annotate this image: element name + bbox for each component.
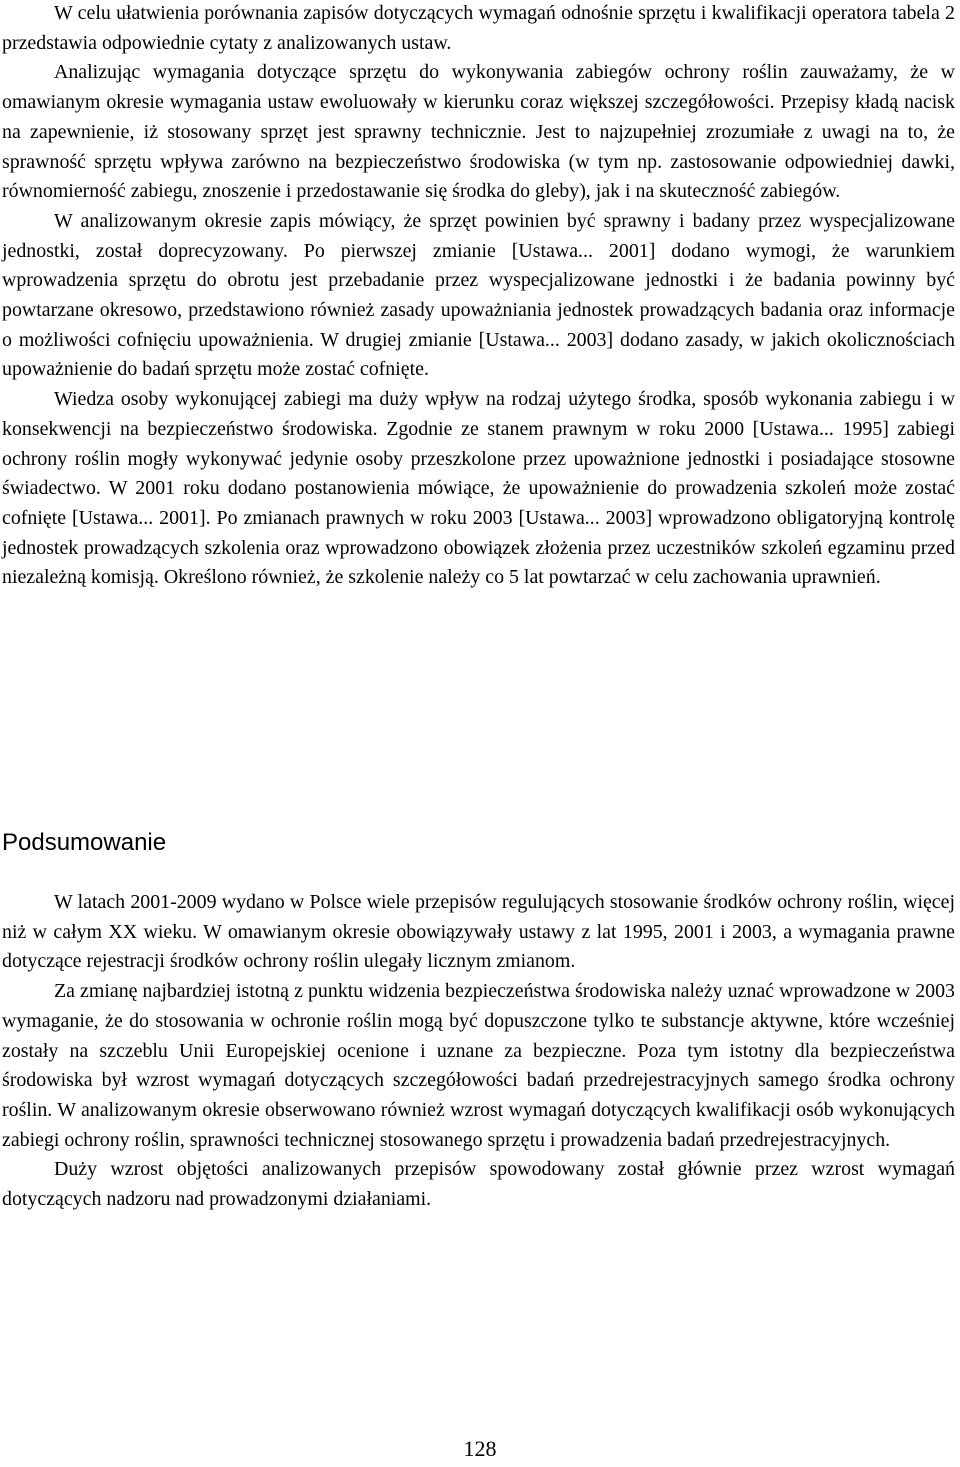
section-heading: Podsumowanie bbox=[2, 829, 167, 856]
summary-section bbox=[2, 888, 955, 1215]
paragraph: Duży wzrost objętości analizowanych przepisów spowodowany został głównie przez wzrost wymagań dotyczących nadzoru nad prowadzonymi działaniami. bbox=[2, 1158, 955, 1211]
paragraph: W analizowanym okresie zapis mówiący, że sprzęt powinien być sprawny i badany przez wyspecjalizowane jednostki, został doprecyzowany. Po pierwszej zmianie [Ustawa... 2001] dodano wymogi, że warunkiem wprowadzenia sprzętu do obrotu jest przebadanie przez wyspecjalizowane jednostki i że badania powinny być powtarzane okresowo, przedstawiono również zasady upoważniania jednostek prowadzących badania oraz informacje o możliwości cofnięciu upoważnienia. W drugiej zmianie [Ustawa... 2003] dodano zasady, w jakich okolicznościach upoważnienie do badań sprzętu może zostać cofnięte. bbox=[2, 209, 955, 381]
paragraph: W latach 2001-2009 wydano w Polsce wiele przepisów regulujących stosowanie środków ochrony roślin, więcej niż w całym XX wieku. W omawianym okresie obowiązywały ustawy z lat 1995, 2001 i 2003, a wymagania prawne dotyczące rejestracji środków ochrony roślin ulegały licznym zmianom. bbox=[2, 891, 955, 973]
body-text-section bbox=[2, 0, 955, 593]
paragraph: Wiedza osoby wykonującej zabiegi ma duży wpływ na rodzaj użytego środka, sposób wykonania zabiegu i w konsekwencji na bezpieczeństwo środowiska. Zgodnie ze stanem prawnym w roku 2000 [Ustawa... 1995] zabiegi ochrony roślin mogły wykonywać jedynie osoby przeszkolone przez upoważnione jednostki i posiadające stosowne świadectwo. W 2001 roku dodano postanowienia mówiące, że upoważnienie do prowadzenia szkoleń może zostać cofnięte [Ustawa... 2001]. Po zmianach prawnych w roku 2003 [Ustawa... 2003] wprowadzono obligatoryjną kontrolę jednostek prowadzących szkolenia oraz wprowadzono obowiązek złożenia przez uczestników szkoleń egzaminu przed niezależną komisją. Określono również, że szkolenie należy co 5 lat powtarzać w celu zachowania uprawnień. bbox=[2, 388, 955, 589]
page-number: 128 bbox=[463, 1436, 497, 1461]
paragraph: Analizując wymagania dotyczące sprzętu do wykonywania zabiegów ochrony roślin zauważamy, że w omawianym okresie wymagania ustaw ewoluowały w kierunku coraz większej szczegółowości. Przepisy kładą nacisk na zapewnienie, iż stosowany sprzęt jest sprawny technicznie. Jest to najzupełniej zrozumiałe z uwagi na to, że sprawność sprzętu wpływa zarówno na bezpieczeństwo środowiska (w tym np. zastosowanie odpowiedniej dawki, równomierność zabiegu, znoszenie i przedostawanie się środka do gleby), jak i na skuteczność zabiegów. bbox=[2, 61, 955, 203]
paragraph: W celu ułatwienia porównania zapisów dotyczących wymagań odnośnie sprzętu i kwalifikacji operatora tabela 2 przedstawia odpowiednie cytaty z analizowanych ustaw. bbox=[2, 2, 955, 54]
paragraph: Za zmianę najbardziej istotną z punktu widzenia bezpieczeństwa środowiska należy uznać wprowadzone w 2003 wymaganie, że do stosowania w ochronie roślin mogą być dopuszczone tylko te substancje aktywne, które wcześniej zostały na szczeblu Unii Europejskiej ocenione i uznane za bezpieczne. Poza tym istotny dla bezpieczeństwa środowiska był wzrost wymagań dotyczących szczegółowości badań przedrejestracyjnych samego środka ochrony roślin. W analizowanym okresie obserwowano również wzrost wymagań dotyczących kwalifikacji osób wykonujących zabiegi ochrony roślin, sprawności technicznej stosowanego sprzętu i prowadzenia badań przedrejestracyjnych. bbox=[2, 980, 955, 1151]
